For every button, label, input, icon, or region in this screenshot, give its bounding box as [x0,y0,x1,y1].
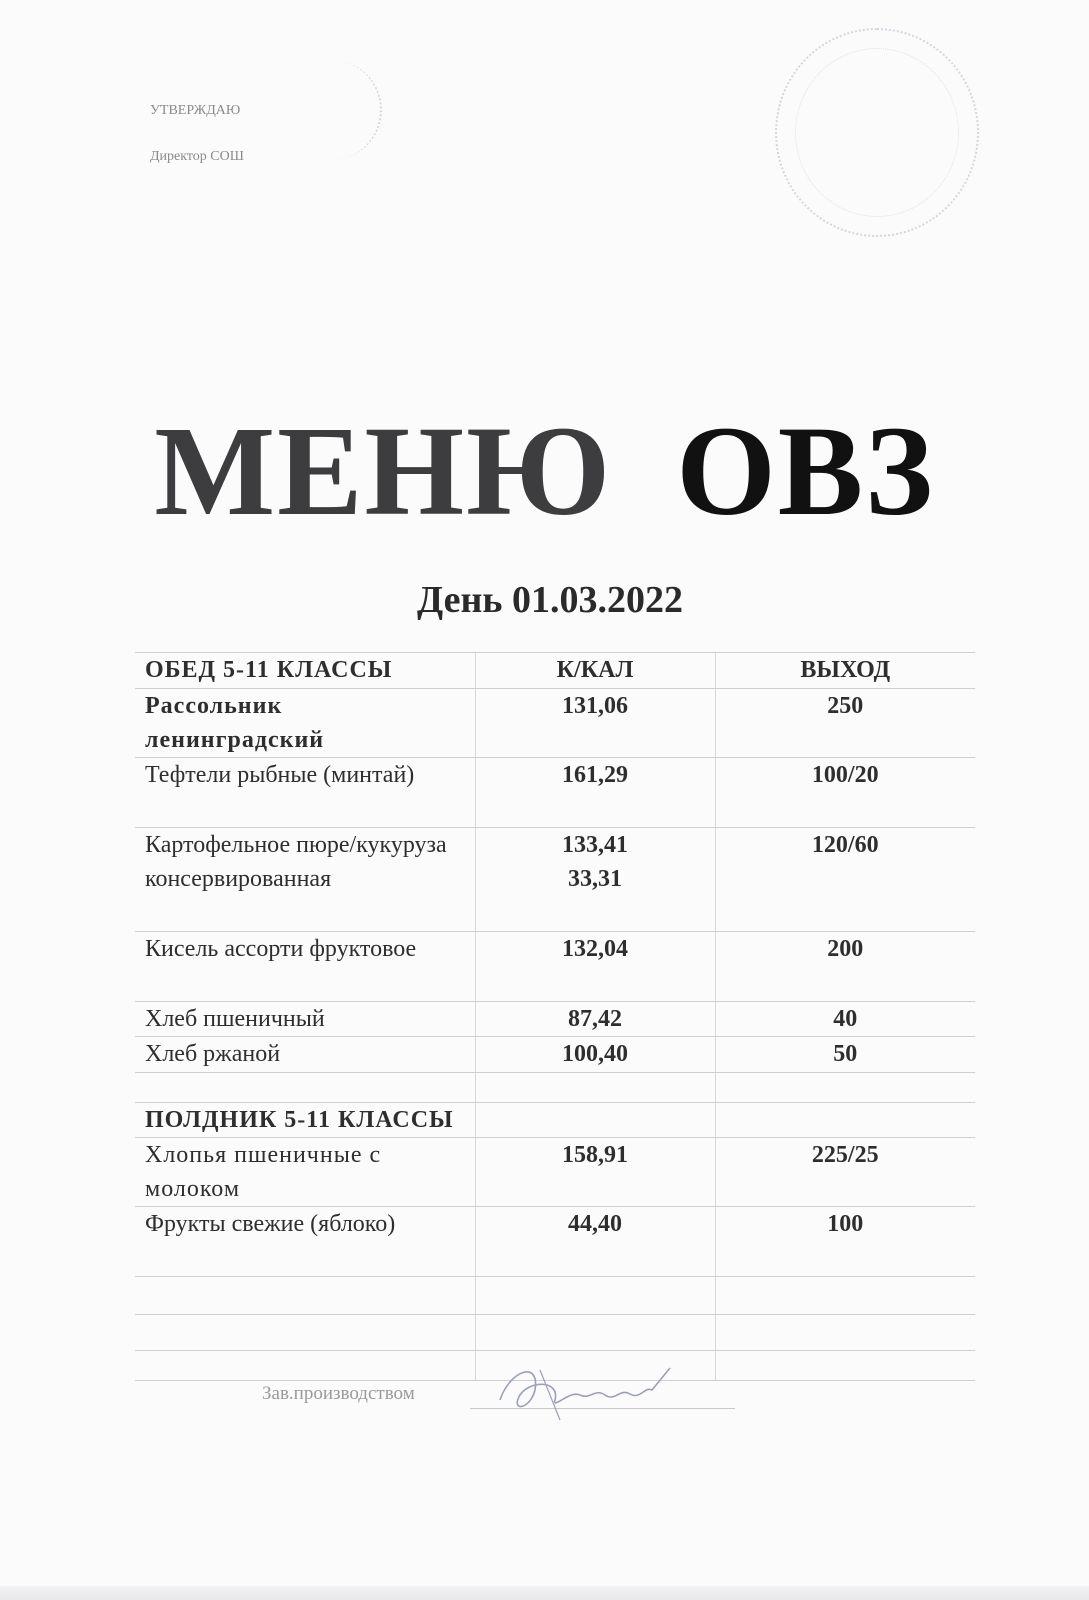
seal-stamp-inner-ring [795,48,959,217]
empty-cell [715,1315,975,1351]
table-header-row [135,653,975,689]
table-row [135,758,975,828]
dish-yield: 250 [715,689,975,758]
dish-yield: 100/20 [715,758,975,828]
approval-line-2: Директор СОШ [150,149,244,164]
empty-cell [475,1073,715,1103]
empty-cell [715,1277,975,1315]
empty-row [135,1315,975,1351]
empty-cell [715,1351,975,1381]
dish-name: Картофельное пюре/кукуруза консервированная [135,828,475,932]
empty-cell [135,1351,475,1381]
dish-name: Хлеб пшеничный [135,1002,475,1037]
dish-name: Кисель ассорти фруктовое [135,932,475,1002]
dish-kcal: 161,29 [475,758,715,828]
empty-cell [715,1103,975,1138]
approval-block [150,88,244,180]
table-row [135,932,975,1002]
dish-kcal: 44,40 [475,1207,715,1277]
dish-yield: 225/25 [715,1138,975,1207]
approval-stamp-mark [290,60,382,160]
dish-name: Фрукты свежие (яблоко) [135,1207,475,1277]
snack-section-header: ПОЛДНИК 5-11 КЛАССЫ [135,1103,475,1138]
empty-row [135,1277,975,1315]
day-label: День 01.03.2022 [417,579,683,621]
dish-kcal: 158,91 [475,1138,715,1207]
dish-kcal: 131,06 [475,689,715,758]
dish-kcal: 87,42 [475,1002,715,1037]
approval-line-1: УТВЕРЖДАЮ [150,103,241,118]
table-row [135,1207,975,1277]
header-yield: ВЫХОД [715,653,975,689]
empty-cell [475,1277,715,1315]
empty-row [135,1073,975,1103]
seal-stamp [775,28,979,237]
dish-kcal: 133,41 [562,832,628,858]
dish-yield: 200 [715,932,975,1002]
page-title [0,398,1089,545]
dish-name: Тефтели рыбные (минтай) [135,758,475,828]
table-row [135,1037,975,1073]
handwritten-signature [480,1350,680,1430]
dish-kcal: 100,40 [475,1037,715,1073]
footer-production-head: Зав.производством [262,1383,415,1404]
dish-name: Хлеб ржаной [135,1037,475,1073]
empty-cell [475,1103,715,1138]
dish-yield: 50 [715,1037,975,1073]
dish-kcal: 132,04 [475,932,715,1002]
table-row [135,1002,975,1037]
dish-yield: 100 [715,1207,975,1277]
page-bottom-edge [0,1586,1089,1600]
empty-cell [135,1277,475,1315]
table-row [135,689,975,758]
dish-kcal-second: 33,31 [568,866,622,892]
header-kcal: К/КАЛ [475,653,715,689]
dish-yield: 40 [715,1002,975,1037]
dish-kcal-cell [475,828,715,932]
dish-name: Хлопья пшеничные с молоком [135,1138,475,1207]
header-section: ОБЕД 5-11 КЛАССЫ [135,653,475,689]
empty-cell [135,1073,475,1103]
empty-cell [475,1315,715,1351]
empty-cell [135,1315,475,1351]
table-row [135,828,975,932]
title-ovz: ОВЗ [676,400,935,542]
snack-header-row [135,1103,975,1138]
empty-cell [715,1073,975,1103]
dish-yield: 120/60 [715,828,975,932]
title-menu: МЕНЮ [154,400,613,542]
dish-name: Рассольник ленинградский [135,689,475,758]
menu-table [135,652,975,1381]
table-row [135,1138,975,1207]
